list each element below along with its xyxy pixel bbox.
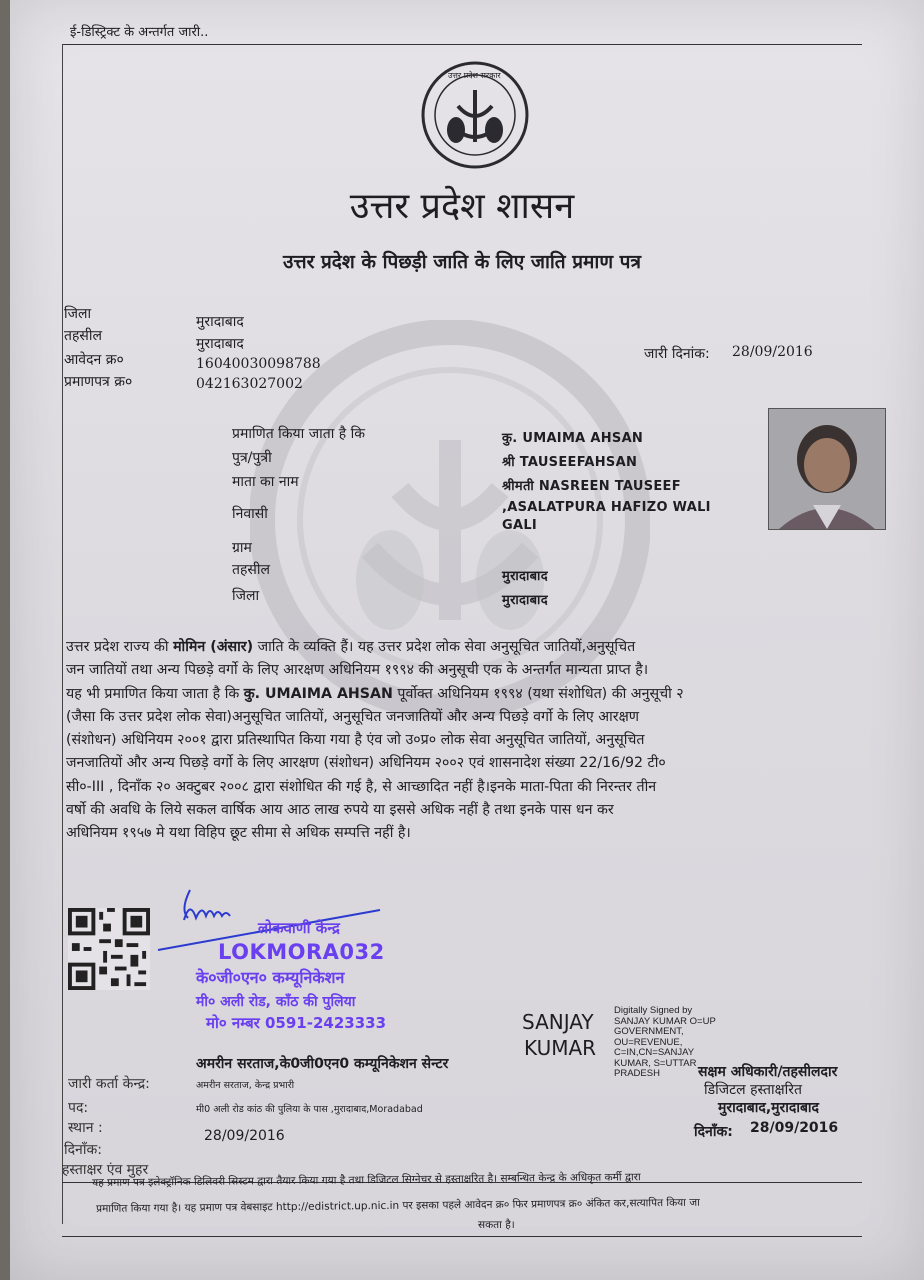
applicant-photo-image (769, 409, 885, 529)
stamp-company: के०जी०एन० कम्यूनिकेशन (196, 968, 345, 987)
certified-name-value: कु. UMAIMA AHSAN (502, 431, 644, 446)
paragraph-line-6: जनजातियों और अन्य पिछड़े वर्गो के लिए आरक्षण (संशोधन) अधिनियम २००२ एवं शासनादेश संख्या 22/16/92 टी० (66, 755, 666, 772)
paragraph-line-7: सी०-III , दिनाँक २० अक्टुबर २००८ द्वारा संशोधित की गई है, से आच्छादित नहीं है।इनके माता-पिता की निरन्तर तीन (66, 778, 657, 795)
resident-value-line1: ,ASALATPURA HAFIZO WALI (502, 500, 711, 515)
resident-value-line2: GALI (502, 518, 538, 533)
certificate-number-label: प्रमाणपत्र क्र० (64, 374, 133, 390)
meta-tehsil-value: मुरादाबाद (196, 336, 244, 352)
issue-date-label: जारी दिनांक: (644, 346, 710, 362)
meta-district-value: मुरादाबाद (196, 314, 244, 330)
paragraph-line-2: जन जातियों तथा अन्य पिछड़े वर्गो के लिए आरक्षण अधिनियम १९९४ की अनुसूची एक के अन्तर्गत मान्यता प्राप्त है। (66, 662, 649, 679)
paragraph-line-5: (संशोधन) अधिनियम २००१ द्वारा प्रतिस्थापित किया गया है एंव जो उ०प्र० लोक सेवा अनुसूचित जातियों, अनुसूचित (66, 732, 645, 749)
certified-label: प्रमाणित किया जाता है कि (232, 426, 366, 442)
issuer-place-value: मी0 अली रोड कांठ की पुलिया के पास ,मुरादाबाद,Moradabad (196, 1104, 423, 1115)
digital-signature-name-line2: KUMAR (524, 1036, 597, 1060)
meta-district-label: जिला (64, 306, 92, 322)
footer-line-3: सकता है। (478, 1219, 515, 1231)
field-district-value: मुरादाबाद (502, 593, 548, 608)
paragraph-line-1-a: उत्तर प्रदेश राज्य की (66, 639, 174, 655)
field-district-label: जिला (232, 588, 260, 604)
paragraph-line-9: अधिनियम १९५७ मे यथा विहिप छूट सीमा से अधिक सम्पत्ति नहीं है। (66, 825, 411, 842)
caste-name: मोमिन (अंसार) (173, 639, 254, 655)
stamp-center-label: लोकवाणी केन्द्र (258, 919, 340, 937)
resident-label: निवासी (232, 506, 268, 522)
authority-date-label: दिनाँक: (694, 1124, 733, 1140)
issue-date-value: 28/09/2016 (732, 344, 813, 360)
field-tehsil-label: तहसील (232, 562, 270, 578)
authority-designation: सक्षम अधिकारी/तहसीलदार (698, 1064, 838, 1080)
mother-name-value: श्रीमती NASREEN TAUSEEF (502, 479, 681, 494)
digital-signature-note: Digitally Signed by SANJAY KUMAR O=UP GOVERNMENT, OU=REVENUE, C=IN,CN=SANJAY KUMAR, S=UTTAR PRADESH (614, 1005, 716, 1079)
stamp-center-code: LOKMORA032 (218, 940, 385, 964)
paragraph-line-3-b: पूर्वोक्त अधिनियम १९९४ (यथा संशोधित) की अनुसूची २ (392, 685, 684, 702)
paragraph-line-1 (66, 636, 866, 659)
field-tehsil-value: मुरादाबाद (502, 569, 548, 584)
authority-location: मुरादाबाद,मुरादाबाद (718, 1100, 819, 1116)
meta-tehsil-label: तहसील (64, 328, 102, 344)
issuer-center-value: अमरीन सरताज,के0जी0एन0 कम्यूनिकेशन सेन्टर (196, 1056, 449, 1072)
application-number-label: आवेदन क्र० (64, 352, 124, 368)
top-note: ई-डिस्ट्रिक्ट के अन्तर्गत जारी.. (70, 25, 209, 40)
issuer-date-value: 28/09/2016 (204, 1128, 285, 1144)
stamp-address: मी० अली रोड, काँठ की पुलिया (196, 994, 356, 1010)
certificate-subtitle: उत्तर प्रदेश के पिछड़ी जाति के लिए जाति प्रमाण पत्र (283, 251, 641, 273)
applicant-photo (768, 408, 886, 530)
issuer-post-label: पद: (68, 1100, 89, 1116)
page-title: उत्तर प्रदेश शासन (349, 186, 575, 227)
paragraph-line-1-b: जाति के व्यक्ति हैं। यह उत्तर प्रदेश लोक सेवा अनुसूचित जातियों,अनुसूचित (253, 639, 636, 655)
stamp-phone: मो० नम्बर 0591-2423333 (206, 1014, 387, 1032)
paragraph-line-3 (66, 683, 866, 706)
certificate-paragraph (66, 636, 866, 846)
issuer-center-label: जारी कर्ता केन्द्र: (68, 1076, 150, 1092)
issuer-place-label: स्थान : (68, 1120, 103, 1136)
paragraph-line-4: (जैसा कि उत्तर प्रदेश लोक सेवा)अनुसूचित जातियों, अनुसूचित जनजातियों और अन्य पिछड़े वर्गो के लिए आरक्षण (66, 708, 640, 725)
child-of-label: पुत्र/पुत्री (232, 450, 272, 466)
application-number-value: 16040030098788 (196, 356, 321, 372)
father-name-value: श्री TAUSEEFAHSAN (502, 455, 638, 470)
issuer-date-label: दिनाँक: (64, 1142, 102, 1158)
village-label: ग्राम (232, 540, 252, 556)
certificate-number-value: 042163027002 (196, 376, 303, 392)
signature-and-seal-label: हस्ताक्षर एंव मुहर (62, 1162, 149, 1178)
paragraph-applicant-name: कु. UMAIMA AHSAN (243, 685, 393, 702)
emblem-text: उत्तर प्रदेश सरकार (448, 71, 501, 80)
digital-signature-name-line1: SANJAY (522, 1010, 594, 1034)
authority-date-value: 28/09/2016 (750, 1120, 839, 1136)
footer-line-1: यह प्रमाण पत्र इलेक्ट्रॉनिक डिलिवरी सिस्टम द्वारा तैयार किया गया है तथा डिजिटल सिग्नेचर से हस्ताक्षरित है। सम्बन्धित केन्द्र के अधिकृत कर्मी द्वारा (92, 1171, 641, 1189)
paragraph-line-3-a: यह भी प्रमाणित किया जाता है कि (66, 685, 244, 702)
footer-line-2: प्रमाणित किया गया है। यह प्रमाण पत्र वेबसाइट http://edistrict.up.nic.in पर इसका पहले आवेदन क्र० फिर प्रमाणपत्र क्र० अंकित कर,सत्यापित किया जा (96, 1196, 700, 1215)
authority-digitally-signed: डिजिटल हस्ताक्षरित (704, 1082, 802, 1098)
footer-bottom-rule (62, 1236, 862, 1237)
top-rule (62, 44, 862, 45)
paragraph-line-8: वर्षो की अवधि के लिये सकल वार्षिक आय आठ लाख रुपये या इससे अधिक नहीं है तथा इनके पास धन कर (66, 802, 614, 819)
qr-code-icon (68, 908, 150, 990)
issuer-post-value: अमरीन सरताज, केन्द्र प्रभारी (196, 1080, 295, 1091)
mother-label: माता का नाम (232, 474, 299, 490)
